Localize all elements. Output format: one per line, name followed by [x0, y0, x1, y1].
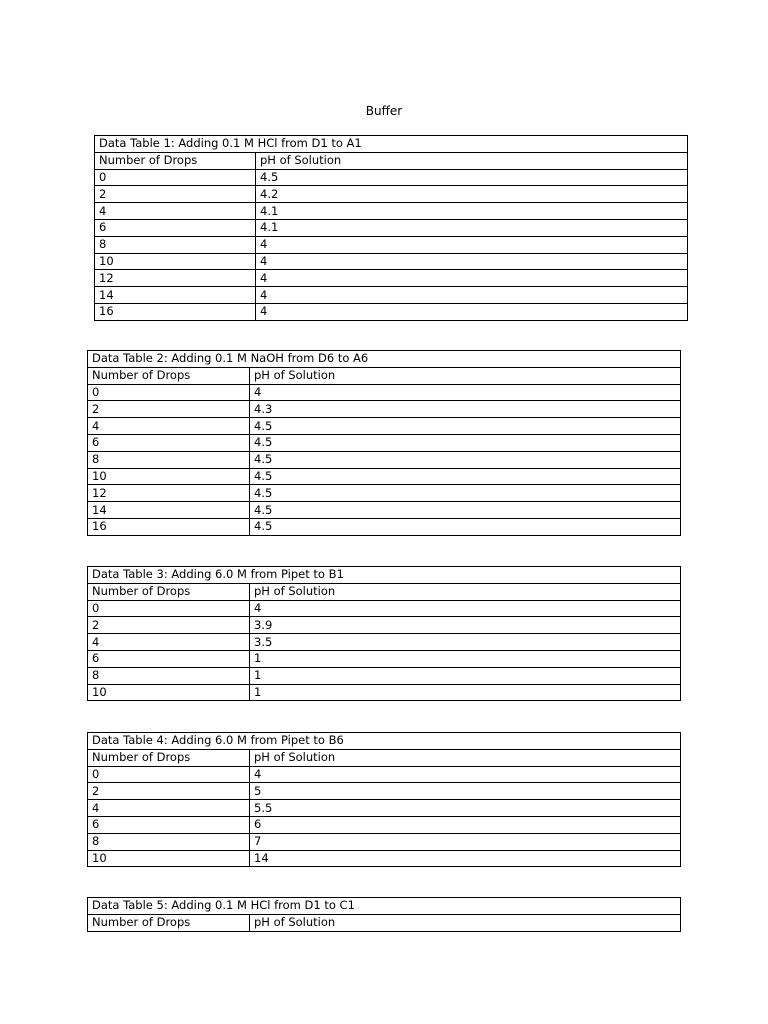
ph-cell: 14: [250, 850, 681, 867]
drops-cell: 10: [88, 850, 250, 867]
table-row: [88, 816, 681, 833]
table-row: [88, 518, 681, 535]
drops-cell: 14: [95, 287, 256, 304]
drops-cell: 12: [88, 485, 250, 502]
table-row: [95, 186, 688, 203]
table-row: [88, 384, 681, 401]
table-row: [88, 451, 681, 468]
drops-cell: 4: [88, 634, 250, 651]
drops-cell: 10: [95, 253, 256, 270]
ph-cell: 5: [250, 783, 681, 800]
ph-cell: 4.5: [256, 169, 688, 186]
table-row: [88, 434, 681, 451]
column-header-drops: Number of Drops: [88, 367, 250, 384]
ph-cell: 4: [250, 600, 681, 617]
document-title: Buffer: [365, 104, 403, 118]
table-row: [95, 203, 688, 220]
drops-cell: 4: [88, 418, 250, 435]
drops-cell: 6: [88, 650, 250, 667]
table-row: [88, 401, 681, 418]
drops-cell: 8: [88, 667, 250, 684]
ph-cell: 4.3: [250, 401, 681, 418]
table-caption: Data Table 1: Adding 0.1 M HCl from D1 to A1: [95, 136, 688, 153]
drops-cell: 4: [88, 800, 250, 817]
table-caption-row: [95, 136, 688, 153]
ph-cell: 4: [256, 287, 688, 304]
table-header-row: [95, 152, 688, 169]
ph-cell: 4.1: [256, 203, 688, 220]
ph-cell: 1: [250, 684, 681, 701]
ph-cell: 4: [256, 270, 688, 287]
ph-cell: 4: [250, 384, 681, 401]
ph-cell: 7: [250, 833, 681, 850]
table-row: [88, 850, 681, 867]
column-header-drops: Number of Drops: [88, 583, 250, 600]
ph-cell: 4: [250, 766, 681, 783]
table-row: [88, 418, 681, 435]
table-row: [88, 485, 681, 502]
drops-cell: 8: [95, 236, 256, 253]
ph-cell: 3.9: [250, 617, 681, 634]
ph-cell: 6: [250, 816, 681, 833]
column-header-ph: pH of Solution: [256, 152, 688, 169]
drops-cell: 8: [88, 451, 250, 468]
table-caption-row: [88, 733, 681, 750]
table-header-row: [88, 583, 681, 600]
ph-cell: 4.5: [250, 502, 681, 519]
ph-cell: 4.5: [250, 518, 681, 535]
data-table-4: [87, 732, 681, 867]
drops-cell: 2: [88, 401, 250, 418]
ph-cell: 4.5: [250, 434, 681, 451]
ph-cell: 4.5: [250, 451, 681, 468]
table-row: [88, 684, 681, 701]
table-row: [88, 650, 681, 667]
table-row: [88, 667, 681, 684]
column-header-ph: pH of Solution: [250, 367, 681, 384]
table-caption-row: [88, 351, 681, 368]
table-header-row: [88, 749, 681, 766]
drops-cell: 6: [95, 219, 256, 236]
table-caption: Data Table 2: Adding 0.1 M NaOH from D6 to A6: [88, 351, 681, 368]
drops-cell: 0: [88, 384, 250, 401]
table-row: [88, 600, 681, 617]
ph-cell: 4.1: [256, 219, 688, 236]
drops-cell: 2: [95, 186, 256, 203]
drops-cell: 16: [95, 303, 256, 320]
ph-cell: 4: [256, 303, 688, 320]
drops-cell: 6: [88, 816, 250, 833]
table-row: [88, 468, 681, 485]
table-row: [88, 800, 681, 817]
drops-cell: 8: [88, 833, 250, 850]
table-row: [95, 303, 688, 320]
column-header-drops: Number of Drops: [88, 749, 250, 766]
drops-cell: 10: [88, 468, 250, 485]
drops-cell: 14: [88, 502, 250, 519]
table-caption: Data Table 4: Adding 6.0 M from Pipet to B6: [88, 733, 681, 750]
drops-cell: 10: [88, 684, 250, 701]
column-header-ph: pH of Solution: [250, 583, 681, 600]
data-table-5: [87, 897, 681, 932]
ph-cell: 3.5: [250, 634, 681, 651]
drops-cell: 2: [88, 783, 250, 800]
ph-cell: 5.5: [250, 800, 681, 817]
ph-cell: 1: [250, 650, 681, 667]
data-table-1: [94, 135, 688, 321]
drops-cell: 16: [88, 518, 250, 535]
column-header-ph: pH of Solution: [250, 749, 681, 766]
ph-cell: 4: [256, 236, 688, 253]
drops-cell: 6: [88, 434, 250, 451]
drops-cell: 2: [88, 617, 250, 634]
data-table-3: [87, 566, 681, 701]
ph-cell: 4.5: [250, 485, 681, 502]
column-header-drops: Number of Drops: [95, 152, 256, 169]
data-table-2: [87, 350, 681, 536]
table-row: [95, 236, 688, 253]
table-row: [88, 833, 681, 850]
ph-cell: 4.5: [250, 418, 681, 435]
ph-cell: 4.2: [256, 186, 688, 203]
table-header-row: [88, 914, 681, 931]
ph-cell: 4: [256, 253, 688, 270]
ph-cell: 4.5: [250, 468, 681, 485]
drops-cell: 0: [95, 169, 256, 186]
table-row: [95, 287, 688, 304]
table-caption: Data Table 3: Adding 6.0 M from Pipet to B1: [88, 567, 681, 584]
column-header-ph: pH of Solution: [250, 914, 681, 931]
table-header-row: [88, 367, 681, 384]
table-row: [95, 219, 688, 236]
ph-cell: 1: [250, 667, 681, 684]
drops-cell: 4: [95, 203, 256, 220]
table-row: [95, 253, 688, 270]
drops-cell: 12: [95, 270, 256, 287]
table-row: [95, 270, 688, 287]
table-row: [95, 169, 688, 186]
table-caption-row: [88, 898, 681, 915]
drops-cell: 0: [88, 766, 250, 783]
column-header-drops: Number of Drops: [88, 914, 250, 931]
table-row: [88, 783, 681, 800]
table-caption-row: [88, 567, 681, 584]
table-row: [88, 634, 681, 651]
table-row: [88, 502, 681, 519]
drops-cell: 0: [88, 600, 250, 617]
table-row: [88, 766, 681, 783]
table-caption: Data Table 5: Adding 0.1 M HCl from D1 to C1: [88, 898, 681, 915]
table-row: [88, 617, 681, 634]
